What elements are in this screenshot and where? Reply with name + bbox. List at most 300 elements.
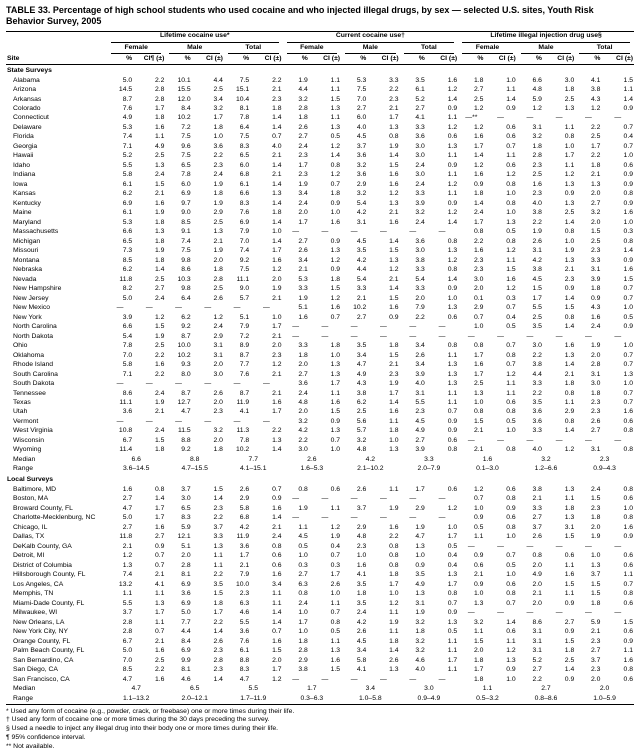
- table-row: [6, 656, 634, 665]
- value-cell: 0.8: [389, 133, 399, 141]
- value-cell: 7.8: [239, 114, 250, 122]
- value-cell: 1.7: [473, 142, 484, 150]
- table-row: [6, 152, 634, 161]
- range-value: 3.6–14.5: [122, 465, 150, 473]
- value-cell: 3.2: [532, 133, 542, 141]
- value-cell: 6.6: [532, 76, 542, 84]
- value-cell: —: [584, 332, 592, 340]
- subgroup-header: [341, 43, 400, 54]
- value-cell: 1.3: [154, 599, 165, 607]
- value-cell: 1.4: [623, 95, 633, 103]
- value-cell: 1.2: [506, 171, 516, 179]
- value-cell: 0.7: [330, 313, 341, 321]
- site-cell: San Bernardino, CA: [13, 656, 74, 664]
- site-cell: New Hampshire: [13, 285, 62, 293]
- site-cell: Los Angeles, CA: [13, 580, 64, 588]
- value-cell: 0.7: [473, 313, 484, 321]
- site-cell: Charlotte-Mecklenburg, NC: [13, 514, 96, 522]
- value-cell: 1.4: [272, 114, 282, 122]
- table-row: [6, 504, 634, 513]
- value-cell: —: [497, 609, 504, 617]
- value-cell: 1.1: [564, 590, 575, 598]
- value-cell: 6.9: [181, 580, 191, 588]
- value-cell: 0.9: [473, 580, 484, 588]
- value-cell: 1.5: [389, 161, 399, 169]
- range-value: 1.2–6.6: [534, 465, 558, 473]
- value-cell: —: [321, 228, 329, 236]
- value-cell: 2.3: [272, 95, 282, 103]
- value-cell: 2.6: [330, 580, 341, 588]
- value-cell: —: [204, 304, 212, 312]
- site-cell: Chicago, IL: [13, 523, 48, 531]
- median-value: 2.7: [541, 685, 551, 693]
- value-cell: 3.3: [415, 123, 425, 131]
- value-cell: 4.9: [415, 580, 425, 588]
- value-cell: 0.8: [623, 237, 633, 245]
- value-cell: 7.1: [122, 370, 133, 378]
- value-cell: 1.5: [330, 95, 341, 103]
- value-cell: —: [292, 228, 300, 236]
- value-cell: 2.8: [213, 656, 223, 664]
- value-cell: 0.5: [447, 542, 458, 550]
- value-cell: 2.6: [415, 351, 425, 359]
- value-cell: 2.9: [415, 504, 425, 512]
- value-cell: 3.6: [298, 380, 308, 388]
- value-cell: 0.5: [330, 133, 341, 141]
- value-cell: 0.7: [272, 485, 282, 493]
- value-cell: 1.3: [154, 228, 165, 236]
- value-cell: 2.7: [591, 199, 601, 207]
- value-cell: 0.9: [623, 637, 633, 645]
- value-cell: 10.1: [177, 76, 191, 84]
- footnote: ** Not available.: [6, 742, 55, 750]
- value-cell: 1.4: [272, 218, 282, 226]
- value-cell: 2.7: [591, 647, 601, 655]
- value-cell: 0.6: [506, 161, 516, 169]
- value-cell: —: [175, 417, 182, 425]
- value-cell: 5.5: [532, 304, 542, 312]
- value-cell: 1.5: [389, 247, 399, 255]
- value-cell: 2.8: [591, 361, 601, 369]
- value-cell: 0.9: [564, 599, 575, 607]
- value-cell: 1.9: [213, 199, 223, 207]
- value-cell: 1.3: [415, 542, 425, 550]
- range-label: Range: [13, 694, 34, 702]
- value-cell: 4.9: [415, 427, 425, 435]
- table-row: [6, 561, 634, 570]
- value-cell: 1.7: [272, 666, 282, 674]
- value-cell: 1.8: [473, 656, 484, 664]
- range-value: 0.9–4.9: [417, 694, 441, 702]
- median-value: 8.8: [189, 455, 200, 463]
- value-cell: 1.0: [506, 76, 516, 84]
- value-cell: 2.4: [213, 323, 223, 331]
- value-cell: 1.0: [623, 342, 633, 350]
- value-cell: 2.3: [591, 637, 601, 645]
- value-cell: 9.8: [181, 285, 191, 293]
- value-cell: 4.7: [356, 361, 367, 369]
- value-cell: 3.1: [532, 628, 542, 636]
- value-cell: 1.2: [447, 180, 458, 188]
- value-cell: 2.6: [356, 485, 367, 493]
- value-cell: 0.5: [506, 561, 516, 569]
- value-cell: 9.0: [239, 285, 250, 293]
- value-cell: —: [584, 436, 592, 444]
- value-cell: 0.6: [623, 675, 633, 683]
- value-cell: 0.6: [447, 133, 458, 141]
- value-cell: 2.0: [298, 361, 308, 369]
- value-cell: 1.0: [330, 209, 341, 217]
- value-cell: 5.6: [356, 417, 367, 425]
- table-row: [6, 76, 634, 85]
- value-cell: 11.1: [236, 275, 250, 283]
- value-cell: 11.9: [236, 533, 250, 541]
- value-cell: 2.7: [122, 523, 133, 531]
- value-cell: 5.8: [356, 656, 367, 664]
- value-cell: 2.0: [213, 436, 223, 444]
- value-cell: 0.6: [506, 133, 516, 141]
- value-cell: 1.7: [532, 294, 542, 302]
- value-cell: 2.9: [564, 408, 575, 416]
- value-cell: 2.3: [272, 351, 282, 359]
- value-cell: 1.5: [623, 76, 633, 84]
- site-cell: New Mexico: [13, 304, 51, 312]
- value-cell: 3.3: [415, 266, 425, 274]
- value-cell: 10.0: [235, 580, 250, 588]
- value-cell: 1.4: [447, 275, 458, 283]
- value-cell: 1.3: [564, 514, 575, 522]
- table-row: [6, 380, 634, 389]
- table-row: [6, 342, 634, 351]
- site-cell: Dallas, TX: [13, 533, 45, 541]
- value-cell: 3.1: [564, 523, 575, 531]
- value-cell: 1.9: [591, 342, 601, 350]
- value-cell: 1.9: [389, 380, 399, 388]
- value-cell: 3.7: [122, 609, 133, 617]
- value-cell: 0.6: [623, 161, 633, 169]
- value-cell: 2.8: [298, 104, 308, 112]
- range-row: [6, 465, 634, 474]
- value-cell: 1.5: [591, 495, 601, 503]
- value-cell: 1.1: [154, 133, 165, 141]
- value-cell: —: [116, 304, 124, 312]
- value-cell: 1.6: [154, 647, 165, 655]
- value-cell: 3.6: [122, 408, 133, 416]
- value-cell: 10.3: [177, 275, 191, 283]
- value-cell: 1.5: [330, 285, 341, 293]
- value-cell: 0.9: [506, 104, 516, 112]
- value-cell: 2.3: [389, 95, 399, 103]
- value-cell: 1.6: [447, 76, 458, 84]
- value-cell: 1.3: [330, 427, 341, 435]
- value-cell: 1.6: [154, 523, 165, 531]
- value-cell: 8.0: [181, 370, 191, 378]
- value-cell: 3.1: [213, 342, 223, 350]
- value-cell: 2.0: [272, 656, 282, 664]
- value-cell: 4.0: [415, 666, 425, 674]
- value-cell: 4.3: [356, 380, 367, 388]
- value-cell: 1.3: [473, 389, 484, 397]
- value-cell: 2.4: [272, 533, 282, 541]
- value-cell: 2.5: [473, 95, 484, 103]
- value-cell: 2.1: [239, 561, 250, 569]
- value-cell: 3.9: [591, 275, 601, 283]
- value-cell: 2.0: [272, 342, 282, 350]
- value-cell: 3.5: [356, 247, 367, 255]
- value-cell: 1.1: [447, 114, 458, 122]
- site-cell: West Virginia: [13, 427, 53, 435]
- value-cell: 4.2: [356, 209, 367, 217]
- value-cell: 1.1: [330, 599, 341, 607]
- value-cell: 3.8: [415, 256, 425, 264]
- value-cell: 6.2: [181, 313, 191, 321]
- value-cell: 3.5: [356, 342, 367, 350]
- table-row: [6, 571, 634, 580]
- value-cell: 0.8: [506, 408, 516, 416]
- value-cell: 5.0: [122, 647, 133, 655]
- value-cell: 0.7: [506, 342, 516, 350]
- value-cell: 1.3: [389, 123, 399, 131]
- value-cell: 4.8: [298, 399, 308, 406]
- value-cell: 0.3: [330, 561, 341, 569]
- value-cell: 6.7: [122, 436, 133, 444]
- value-cell: 2.1: [591, 628, 601, 636]
- subgroup-header: [107, 43, 166, 54]
- value-cell: 1.8: [213, 599, 223, 607]
- value-cell: 0.8: [623, 446, 633, 454]
- value-cell: 1.6: [591, 313, 601, 321]
- value-cell: 3.3: [356, 285, 367, 293]
- value-cell: 1.2: [330, 171, 341, 179]
- value-cell: —: [175, 304, 182, 312]
- value-cell: 0.9: [623, 104, 633, 112]
- value-cell: 0.7: [623, 389, 633, 397]
- value-cell: 1.3: [330, 647, 341, 655]
- value-cell: 8.7: [181, 332, 191, 340]
- value-cell: 1.2: [330, 142, 341, 150]
- value-cell: 7.6: [122, 104, 133, 112]
- table-row: [6, 247, 634, 256]
- value-cell: 5.5: [415, 399, 425, 406]
- value-cell: 5.8: [122, 171, 133, 179]
- value-cell: 1.6: [473, 361, 484, 369]
- value-cell: 2.8: [122, 628, 133, 636]
- value-cell: 1.1: [330, 504, 341, 512]
- value-cell: 6.6: [239, 190, 250, 198]
- value-cell: 6.9: [181, 647, 191, 655]
- site-cell: New Orleans, LA: [13, 618, 65, 626]
- value-cell: 1.1: [447, 647, 458, 655]
- value-cell: 0.9: [506, 504, 516, 512]
- value-cell: 1.6: [154, 361, 165, 369]
- range-value: 0.9–4.3: [593, 465, 616, 473]
- value-cell: 1.1: [473, 533, 484, 541]
- value-cell: 1.6: [473, 247, 484, 255]
- site-cell: San Francisco, CA: [13, 675, 70, 683]
- value-cell: 4.8: [532, 86, 542, 94]
- value-cell: 1.1: [389, 485, 399, 493]
- value-cell: 1.1: [272, 599, 282, 607]
- subgroup-header-label: Male: [521, 44, 572, 54]
- value-cell: 3.6: [356, 152, 367, 160]
- value-cell: 2.1: [298, 266, 308, 274]
- site-cell: Delaware: [13, 123, 42, 131]
- value-cell: 3.0: [181, 495, 191, 503]
- value-cell: 2.0: [473, 285, 484, 293]
- value-cell: 3.1: [532, 647, 542, 655]
- range-value: 1.0–5.8: [358, 694, 382, 702]
- site-cell: New York: [13, 313, 42, 321]
- value-cell: 4.4: [298, 86, 308, 94]
- value-cell: 0.8: [447, 446, 458, 454]
- value-cell: 0.7: [330, 609, 341, 617]
- value-cell: 1.5: [213, 485, 223, 493]
- range-value: 4.1–15.1: [240, 465, 267, 473]
- value-cell: 4.7: [181, 408, 191, 416]
- ci-column-header: CI (±): [543, 55, 575, 65]
- value-cell: 7.6: [239, 209, 250, 217]
- value-cell: 1.6: [154, 123, 165, 131]
- value-cell: 1.3: [564, 199, 575, 207]
- value-cell: 3.4: [415, 361, 425, 369]
- value-cell: 1.3: [564, 180, 575, 188]
- value-cell: 2.2: [415, 313, 425, 321]
- value-cell: 4.1: [591, 76, 601, 84]
- value-cell: 2.0: [473, 647, 484, 655]
- group-header: [458, 31, 634, 43]
- value-cell: 2.5: [213, 285, 223, 293]
- value-cell: 1.1: [122, 590, 133, 598]
- value-cell: 2.5: [564, 209, 575, 217]
- value-cell: 3.6: [239, 628, 250, 636]
- footnote: § Used a needle to inject any illegal drug into their body one or more times during their life.: [6, 725, 279, 733]
- table-row: [6, 446, 634, 455]
- value-cell: 1.0: [298, 609, 308, 617]
- value-cell: 1.6: [330, 399, 341, 406]
- table-row: [6, 294, 634, 303]
- value-cell: —: [292, 323, 300, 331]
- value-cell: 0.3: [506, 294, 516, 302]
- value-cell: 2.1: [272, 332, 282, 340]
- value-cell: 2.2: [272, 76, 282, 84]
- value-cell: 7.4: [181, 237, 191, 245]
- value-cell: 1.8: [154, 114, 165, 122]
- value-cell: 1.2: [330, 294, 341, 302]
- value-cell: 10.8: [118, 427, 133, 435]
- subgroup-header: [165, 43, 224, 54]
- value-cell: 5.1: [239, 313, 250, 321]
- value-cell: —**: [465, 114, 478, 122]
- value-cell: 1.4: [506, 95, 516, 103]
- value-cell: 3.1: [213, 351, 223, 359]
- value-cell: 1.3: [591, 180, 601, 188]
- site-cell: Florida: [13, 133, 34, 141]
- value-cell: —: [467, 609, 475, 617]
- subgroup-header: [575, 43, 634, 54]
- median-value: 3.3: [424, 455, 434, 463]
- section-header: State Surveys: [7, 67, 52, 75]
- median-value: 6.5: [189, 685, 200, 693]
- value-cell: 4.9: [122, 114, 133, 122]
- value-cell: 3.1: [532, 247, 542, 255]
- value-cell: 1.7: [298, 161, 308, 169]
- value-cell: 7.8: [239, 436, 250, 444]
- value-cell: 0.8: [506, 237, 516, 245]
- value-cell: 1.6: [122, 485, 133, 493]
- value-cell: 9.3: [181, 361, 191, 369]
- value-cell: 0.8: [564, 389, 575, 397]
- value-cell: 0.8: [447, 237, 458, 245]
- value-cell: 2.9: [473, 304, 484, 312]
- value-cell: 1.7: [389, 114, 399, 122]
- value-cell: 1.0: [447, 523, 458, 531]
- table-row: [6, 514, 634, 523]
- value-cell: 4.1: [239, 408, 250, 416]
- value-cell: 2.2: [213, 514, 223, 522]
- value-cell: 10.2: [177, 351, 191, 359]
- group-header: [107, 31, 283, 43]
- subgroup-header-label: Male: [345, 44, 396, 54]
- table-row: [6, 495, 634, 504]
- value-cell: 1.5: [330, 408, 341, 416]
- value-cell: 2.1: [154, 408, 165, 416]
- value-cell: —: [350, 495, 358, 503]
- value-cell: 2.4: [591, 323, 601, 331]
- subgroup-header: [458, 43, 517, 54]
- value-cell: 2.3: [298, 171, 308, 179]
- site-cell: Rhode Island: [13, 361, 54, 369]
- value-cell: 0.7: [623, 142, 633, 150]
- value-cell: 1.1: [447, 190, 458, 198]
- value-cell: 0.6: [623, 561, 633, 569]
- value-cell: 6.9: [239, 218, 250, 226]
- value-cell: 1.5: [154, 323, 165, 331]
- value-cell: 5.0: [122, 76, 133, 84]
- value-cell: 1.7: [272, 247, 282, 255]
- median-value: 4.7: [131, 685, 141, 693]
- value-cell: 3.4: [213, 95, 223, 103]
- value-cell: 2.5: [564, 656, 575, 664]
- value-cell: 1.4: [564, 361, 575, 369]
- value-cell: 1.1: [623, 86, 633, 94]
- site-cell: North Dakota: [13, 332, 54, 340]
- value-cell: 0.8: [506, 180, 516, 188]
- site-column-header: Site: [6, 55, 107, 65]
- table-row: [6, 228, 634, 237]
- value-cell: 1.0: [564, 142, 575, 150]
- value-cell: 1.6: [389, 171, 399, 179]
- value-cell: 1.6: [623, 656, 633, 664]
- value-cell: 7.5: [356, 86, 367, 94]
- value-cell: 3.8: [532, 485, 542, 493]
- median-row: [6, 455, 634, 464]
- value-cell: 3.6: [356, 171, 367, 179]
- subgroup-header-label: Female: [462, 44, 513, 54]
- value-cell: 14.5: [118, 86, 133, 94]
- value-cell: 2.2: [154, 666, 165, 674]
- value-cell: —: [555, 542, 563, 550]
- value-cell: 1.6: [154, 675, 165, 683]
- value-cell: 0.7: [447, 599, 458, 607]
- value-cell: 3.1: [591, 266, 601, 274]
- value-cell: 1.1: [447, 351, 458, 359]
- value-cell: 3.8: [591, 86, 601, 94]
- value-cell: 3.0: [415, 171, 425, 179]
- value-cell: 2.1: [389, 209, 399, 217]
- value-cell: 1.3: [389, 666, 399, 674]
- table-row: [6, 218, 634, 227]
- table-row: [6, 436, 634, 445]
